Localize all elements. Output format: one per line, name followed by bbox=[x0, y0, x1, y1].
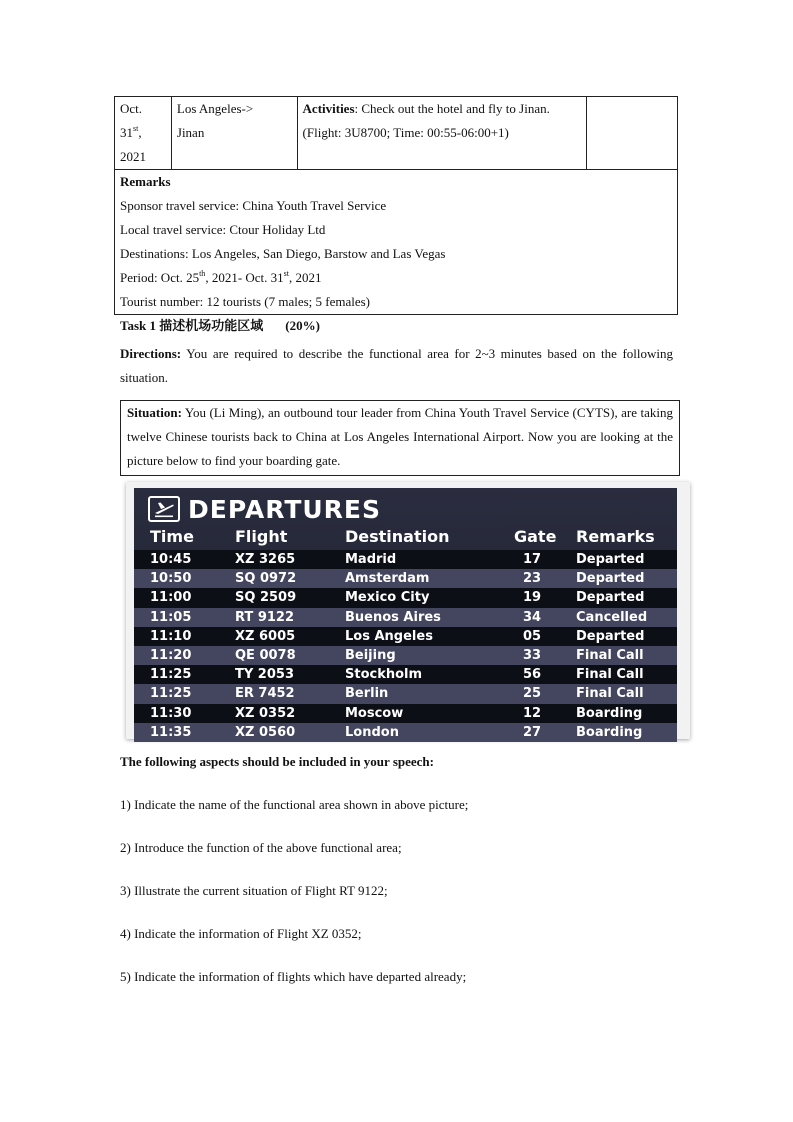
header-destination: Destination bbox=[345, 527, 450, 546]
aspect-item-4: 4) Indicate the information of Flight XZ 0352; bbox=[120, 926, 362, 941]
row-destination: Moscow bbox=[345, 705, 404, 721]
row-destination: Berlin bbox=[345, 686, 389, 702]
row-time: 11:20 bbox=[150, 647, 192, 663]
task-score: (20%) bbox=[285, 318, 320, 333]
directions-text: You are required to describe the functional area for 2~3 minutes based on the following situation. bbox=[120, 346, 673, 385]
task-title-text: Task 1 描述机场功能区域 bbox=[120, 318, 264, 333]
row-remarks: Cancelled bbox=[576, 609, 648, 625]
itinerary-row bbox=[115, 97, 678, 170]
row-gate: 27 bbox=[523, 724, 542, 740]
situation-label: Situation: bbox=[127, 405, 182, 420]
board-row bbox=[134, 646, 677, 665]
date-cell bbox=[115, 97, 172, 170]
aspect-item-2: 2) Introduce the function of the above functional area; bbox=[120, 840, 402, 855]
row-remarks: Final Call bbox=[576, 667, 644, 683]
plane-departure-icon bbox=[148, 496, 180, 522]
empty-cell bbox=[587, 97, 678, 170]
situation-text: You (Li Ming), an outbound tour leader from China Youth Travel Service (CYTS), are taking twelve Chinese tourists back to China at Los Angeles International Airport. Now you are looking at the picture below to find your boarding gate. bbox=[127, 405, 673, 468]
row-time: 11:10 bbox=[150, 628, 192, 644]
date-line-1: Oct. bbox=[120, 101, 143, 116]
row-destination: Buenos Aires bbox=[345, 609, 441, 625]
date-line-3: 2021 bbox=[120, 149, 146, 164]
row-flight: XZ 0352 bbox=[235, 705, 296, 721]
date-line-2: 31st, bbox=[120, 123, 142, 140]
row-flight: XZ 6005 bbox=[235, 628, 296, 644]
row-gate: 23 bbox=[523, 571, 542, 587]
itinerary-table bbox=[114, 96, 678, 315]
remarks-destinations: Destinations: Los Angeles, San Diego, Barstow and Las Vegas bbox=[120, 246, 446, 261]
row-remarks: Final Call bbox=[576, 647, 644, 663]
row-destination: Mexico City bbox=[345, 590, 430, 606]
remarks-sponsor: Sponsor travel service: China Youth Travel Service bbox=[120, 198, 387, 213]
row-gate: 33 bbox=[523, 647, 542, 663]
remarks-tourists: Tourist number: 12 tourists (7 males; 5 females) bbox=[120, 294, 371, 309]
directions-label: Directions: bbox=[120, 346, 182, 361]
board-title: DEPARTURES bbox=[188, 494, 382, 524]
row-time: 11:25 bbox=[150, 667, 192, 683]
row-destination: Madrid bbox=[345, 552, 397, 567]
row-time: 10:50 bbox=[150, 571, 192, 587]
board-column-headers bbox=[134, 526, 677, 548]
row-time: 10:45 bbox=[150, 552, 192, 567]
situation-box bbox=[120, 400, 680, 476]
row-remarks: Departed bbox=[576, 571, 645, 587]
board-row bbox=[134, 665, 677, 684]
row-gate: 12 bbox=[523, 705, 542, 721]
row-time: 11:05 bbox=[150, 609, 192, 625]
aspect-item-3: 3) Illustrate the current situation of Flight RT 9122; bbox=[120, 883, 388, 898]
board-header bbox=[148, 494, 381, 524]
aspect-item-1: 1) Indicate the name of the functional area shown in above picture; bbox=[120, 797, 469, 812]
row-flight: TY 2053 bbox=[235, 667, 294, 683]
route-cell bbox=[171, 97, 297, 170]
row-remarks: Boarding bbox=[576, 705, 643, 721]
row-flight: XZ 0560 bbox=[235, 724, 296, 740]
board-row bbox=[134, 723, 677, 742]
row-time: 11:00 bbox=[150, 590, 192, 606]
row-destination: Los Angeles bbox=[345, 628, 433, 644]
route-line-2: Jinan bbox=[176, 125, 205, 140]
board-row bbox=[134, 569, 677, 588]
row-destination: Amsterdam bbox=[345, 571, 430, 587]
row-flight: SQ 2509 bbox=[235, 590, 297, 606]
row-gate: 05 bbox=[523, 628, 542, 644]
directions-paragraph bbox=[120, 342, 673, 390]
row-destination: London bbox=[345, 724, 399, 740]
row-gate: 34 bbox=[523, 609, 542, 625]
activities-line-1: Activities: Check out the hotel and fly to Jinan. bbox=[302, 101, 550, 116]
activities-line-2: (Flight: 3U8700; Time: 00:55-06:00+1) bbox=[302, 125, 509, 140]
row-destination: Stockholm bbox=[345, 667, 423, 683]
board-row bbox=[134, 550, 677, 569]
row-flight: XZ 3265 bbox=[235, 552, 296, 567]
row-destination: Beijing bbox=[345, 647, 396, 663]
row-gate: 17 bbox=[523, 552, 542, 567]
header-flight: Flight bbox=[235, 527, 288, 546]
row-flight: ER 7452 bbox=[235, 686, 295, 702]
row-remarks: Final Call bbox=[576, 686, 644, 702]
remarks-row bbox=[115, 170, 678, 315]
departures-board bbox=[134, 488, 677, 740]
row-time: 11:30 bbox=[150, 705, 192, 721]
board-row bbox=[134, 684, 677, 703]
remarks-heading: Remarks bbox=[120, 174, 171, 189]
row-flight: QE 0078 bbox=[235, 647, 296, 663]
board-row bbox=[134, 627, 677, 646]
header-gate: Gate bbox=[514, 527, 557, 546]
row-remarks: Boarding bbox=[576, 724, 643, 740]
row-time: 11:35 bbox=[150, 724, 192, 740]
row-gate: 19 bbox=[523, 590, 542, 606]
route-line-1: Los Angeles-> bbox=[176, 101, 254, 116]
board-row bbox=[134, 588, 677, 607]
remarks-local: Local travel service: Ctour Holiday Ltd bbox=[120, 222, 326, 237]
aspect-item-5: 5) Indicate the information of flights which have departed already; bbox=[120, 969, 467, 984]
header-time: Time bbox=[150, 527, 194, 546]
row-remarks: Departed bbox=[576, 552, 645, 567]
remarks-cell bbox=[115, 170, 678, 315]
aspects-title: The following aspects should be included in your speech: bbox=[120, 754, 434, 769]
row-gate: 25 bbox=[523, 686, 542, 702]
activities-cell bbox=[297, 97, 587, 170]
row-flight: SQ 0972 bbox=[235, 571, 297, 587]
row-time: 11:25 bbox=[150, 686, 192, 702]
board-row bbox=[134, 704, 677, 723]
row-remarks: Departed bbox=[576, 590, 645, 606]
row-gate: 56 bbox=[523, 667, 542, 683]
departures-board-picture bbox=[126, 482, 690, 739]
board-rows bbox=[134, 550, 677, 742]
board-row bbox=[134, 608, 677, 627]
row-flight: RT 9122 bbox=[235, 609, 295, 625]
remarks-period: Period: Oct. 25th, 2021- Oct. 31st, 2021 bbox=[120, 268, 322, 285]
row-remarks: Departed bbox=[576, 628, 645, 644]
header-remarks: Remarks bbox=[576, 527, 655, 546]
task-title bbox=[120, 316, 320, 336]
